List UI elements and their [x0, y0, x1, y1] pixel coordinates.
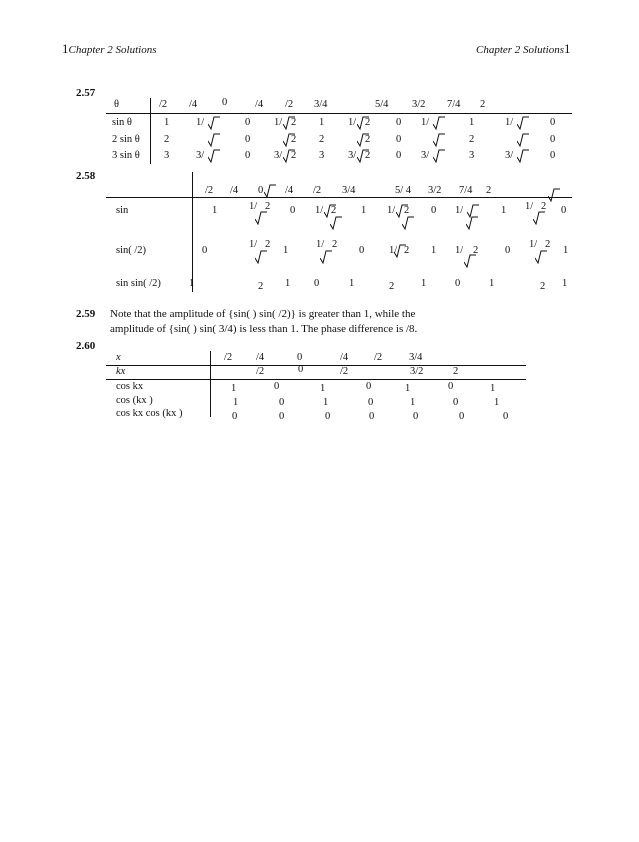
t260-cos2-5: 1: [410, 397, 416, 408]
t258-h-2: /4: [230, 185, 239, 196]
t260-diff-7: 0: [503, 411, 509, 422]
t260-diff-4: 0: [369, 411, 375, 422]
t260-kx-5: 2: [453, 366, 459, 377]
sqrt-icon: [208, 149, 220, 163]
t258-h-1: /2: [205, 185, 214, 196]
sqrt-icon: [517, 133, 529, 147]
t258-r1-c8: 1/: [387, 205, 396, 216]
t257-r1-c3: 0: [245, 117, 251, 128]
t258-h-5: /2: [313, 185, 322, 196]
t257-h-9: 7/4: [447, 99, 461, 110]
t257-r1-c7: 0: [396, 117, 402, 128]
sqrt-icon: [533, 211, 545, 225]
t258-r3-c6: 2: [389, 281, 395, 292]
t258-r1-c10: 0: [431, 205, 437, 216]
t258-r2-c11: 1/: [455, 245, 464, 256]
t258-r2-c2: 1/: [249, 239, 258, 250]
t257-r1-label: sin θ: [112, 117, 132, 128]
t260-cos2-1: 1: [233, 397, 239, 408]
t260-cos-1: 1: [231, 383, 237, 394]
t257-h-8: 3/2: [412, 99, 426, 110]
t258-r3-c7: 1: [421, 278, 427, 289]
t260-cos2-6: 0: [453, 397, 459, 408]
t258-r2-c5: 1/: [316, 239, 325, 250]
t260-kx-label: kx: [116, 366, 126, 377]
t257-r3-c4: 3/: [274, 150, 283, 161]
t257-r3-c8: 3/: [421, 150, 430, 161]
sqrt-icon: [255, 250, 267, 264]
t260-x-2: /4: [256, 352, 265, 363]
t257-h-theta: θ: [114, 99, 120, 110]
t258-r2-c1: 0: [202, 245, 208, 256]
t257-r1-c8: 1/: [421, 117, 430, 128]
t258-h-6: 3/4: [342, 185, 356, 196]
t258-r1-c4: 0: [290, 205, 296, 216]
t257-r1-c11: 0: [550, 117, 556, 128]
t257-r1-c9: 1: [469, 117, 475, 128]
t258-r3-c10: 2: [540, 281, 546, 292]
sqrt-icon: [433, 116, 445, 130]
t258-r2-c10: 1: [431, 245, 437, 256]
t260-cos2-4: 0: [368, 397, 374, 408]
sqrt-icon: [402, 216, 414, 230]
sqrt-icon: [517, 149, 529, 163]
t257-h-3: 0: [222, 97, 228, 108]
t258-r2-c12: 2: [473, 245, 479, 256]
t257-r3-c7: 0: [396, 150, 402, 161]
t258-r1-c14: 2: [541, 201, 547, 212]
t260-cos-3: 1: [320, 383, 326, 394]
t257-h-2: /4: [189, 99, 198, 110]
t260-cos-label: [116, 381, 143, 392]
page-header-left: [62, 41, 157, 57]
t260-diff-2: 0: [279, 411, 285, 422]
t257-r1-c6: 1/: [348, 117, 357, 128]
t257-r1-sqrt-b: 2: [365, 117, 371, 128]
t258-h-10: 2: [486, 185, 492, 196]
t258-r1-c13: 1/: [525, 201, 534, 212]
t260-cos2-7: 1: [494, 397, 500, 408]
sqrt-icon: [535, 250, 547, 264]
t257-r3-c10: 3/: [505, 150, 514, 161]
t260-diff-1: 0: [232, 411, 238, 422]
sqrt-icon: [517, 116, 529, 130]
t258-r3-c2: 2: [258, 281, 264, 292]
t257-r3-c2: 3/: [196, 150, 205, 161]
t260-cos2-label: cos (kx ): [116, 395, 153, 406]
sqrt-icon: [464, 254, 476, 268]
t258-r1-c2: 1/: [249, 201, 258, 212]
t258-r3-c9: 1: [489, 278, 495, 289]
t257-r3-c11: 0: [550, 150, 556, 161]
header-title-right: Chapter 2 Solutions: [476, 44, 565, 56]
t258-r2-c3: 2: [265, 239, 271, 250]
table-2-57-hline: [106, 113, 572, 114]
t260-cos2-3: 1: [323, 397, 329, 408]
t258-r1-c6: 2: [331, 205, 337, 216]
sqrt-icon: [264, 184, 276, 198]
t257-r2-label: 2 sin θ: [112, 134, 140, 145]
t260-kx-2: 0: [298, 364, 304, 375]
table-2-57-vline: [150, 98, 151, 164]
t258-r2-c6: 2: [332, 239, 338, 250]
t257-h-6: 3/4: [314, 99, 328, 110]
t257-r2-c3: 0: [245, 134, 251, 145]
t257-r3-sqrt-a: 2: [291, 150, 297, 161]
t258-r3-c4: 0: [314, 278, 320, 289]
table-2-60-hline-1: [106, 365, 526, 366]
t258-r1-c7: 1: [361, 205, 367, 216]
problem-number-2-57: 2.57: [76, 87, 96, 99]
sqrt-icon: [433, 149, 445, 163]
t257-h-1: /2: [159, 99, 168, 110]
t257-r3-c1: 3: [164, 150, 170, 161]
t260-x-3: 0: [297, 352, 303, 363]
t260-cos-6: 0: [448, 381, 454, 392]
t257-r3-c6: 3/: [348, 150, 357, 161]
t260-diff-6: 0: [459, 411, 465, 422]
t257-r1-c1: 1: [164, 117, 170, 128]
t260-kx-4: 3/2: [410, 366, 424, 377]
t260-x-6: 3/4: [409, 352, 423, 363]
t257-h-5: /2: [285, 99, 294, 110]
t260-cos2-2: 0: [279, 397, 285, 408]
problem-number-2-58: 2.58: [76, 170, 96, 182]
t258-r2-c9: 2: [404, 245, 410, 256]
t258-r2-c16: 1: [563, 245, 569, 256]
t257-h-7: 5/4: [375, 99, 389, 110]
sqrt-icon: [320, 250, 332, 264]
t258-r1-label: sin: [116, 205, 129, 216]
sqrt-icon: [208, 133, 220, 147]
t260-diff-5: 0: [413, 411, 419, 422]
t258-r1-c3: 2: [265, 201, 271, 212]
t257-r1-c4: 1/: [274, 117, 283, 128]
t258-r1-c12: 1: [501, 205, 507, 216]
t258-r3-c1: 1: [189, 278, 195, 289]
t260-cos-7: 1: [490, 383, 496, 394]
t257-r2-sqrt-b: 2: [365, 134, 371, 145]
note-line-2: amplitude of {sin( ) sin( 3/4) is less than 1. The phase difference is /8.: [110, 323, 418, 335]
t258-r3-c3: 1: [285, 278, 291, 289]
t258-r1-c15: 0: [561, 205, 567, 216]
t260-diff-label: cos kx cos (kx ): [116, 408, 183, 419]
t258-h-9: 7/4: [459, 185, 473, 196]
t260-cos-label-text: cos kx: [116, 381, 144, 392]
t258-r3-c11: 1: [562, 278, 568, 289]
t258-r2-label: sin( /2): [116, 245, 147, 256]
problem-number-2-60: 2.60: [76, 340, 96, 352]
note-line-1: Note that the amplitude of {sin( ) sin( /2)} is greater than 1, while the: [110, 308, 416, 320]
sqrt-icon: [255, 211, 267, 225]
header-title-left: Chapter 2 Solutions: [68, 44, 157, 56]
table-2-60-hline-2: [106, 379, 526, 380]
t260-x-label: x: [116, 352, 121, 363]
sqrt-icon: [548, 188, 560, 202]
t257-r3-label: 3 sin θ: [112, 150, 140, 161]
t257-r2-c5: 2: [319, 134, 325, 145]
t257-r3-sqrt-b: 2: [365, 150, 371, 161]
t257-r1-c2: 1/: [196, 117, 205, 128]
t258-r2-c14: 1/: [529, 239, 538, 250]
sqrt-icon: [208, 116, 220, 130]
t257-r3-c9: 3: [469, 150, 475, 161]
t258-r2-c13: 0: [505, 245, 511, 256]
t260-x-4: /4: [340, 352, 349, 363]
problem-number-2-59: 2.59: [76, 308, 96, 320]
t257-r2-c11: 0: [550, 134, 556, 145]
t257-r1-c10: 1/: [505, 117, 514, 128]
table-2-60-vline: [210, 351, 211, 417]
t258-h-4: /4: [285, 185, 294, 196]
sqrt-icon: [433, 133, 445, 147]
t258-r2-c7: 0: [359, 245, 365, 256]
t258-r3-c8: 0: [455, 278, 461, 289]
table-2-58-hline: [106, 197, 572, 198]
t258-r1-c9: 2: [404, 205, 410, 216]
t260-x-1: /2: [224, 352, 233, 363]
t257-h-10: 2: [480, 99, 486, 110]
t260-diff-3: 0: [325, 411, 331, 422]
t257-r2-c7: 0: [396, 134, 402, 145]
t258-r1-c1: 1: [212, 205, 218, 216]
t258-r1-c11: 1/: [455, 205, 464, 216]
t257-r3-c3: 0: [245, 150, 251, 161]
page-number-left: 1: [62, 41, 69, 56]
table-2-58-vline: [192, 172, 193, 292]
t258-r2-c4: 1: [283, 245, 289, 256]
t257-r2-sqrt-a: 2: [291, 134, 297, 145]
t260-cos-4: 0: [366, 381, 372, 392]
t257-r1-c5: 1: [319, 117, 325, 128]
t258-r2-c15: 2: [545, 239, 551, 250]
t258-h-7: 5/ 4: [395, 185, 412, 196]
page-header-right: [476, 41, 571, 57]
sqrt-icon: [466, 216, 478, 230]
page-number-right: 1: [564, 41, 571, 56]
t257-r2-c1: 2: [164, 134, 170, 145]
t258-h-8: 3/2: [428, 185, 442, 196]
t258-r2-c8: 1/: [389, 245, 398, 256]
sqrt-icon: [330, 216, 342, 230]
t257-r3-c5: 3: [319, 150, 325, 161]
t257-h-4: /4: [255, 99, 264, 110]
t260-kx-3: /2: [340, 366, 349, 377]
t257-r1-sqrt-a: 2: [291, 117, 297, 128]
t260-kx-1: /2: [256, 366, 265, 377]
t260-x-5: /2: [374, 352, 383, 363]
t257-r2-c9: 2: [469, 134, 475, 145]
t258-r3-label: sin sin( /2): [116, 278, 161, 289]
t258-r3-c5: 1: [349, 278, 355, 289]
t258-h-3: 0: [258, 185, 264, 196]
t260-cos-2: 0: [274, 381, 280, 392]
t258-r1-c5: 1/: [315, 205, 324, 216]
t260-cos-5: 1: [405, 383, 411, 394]
